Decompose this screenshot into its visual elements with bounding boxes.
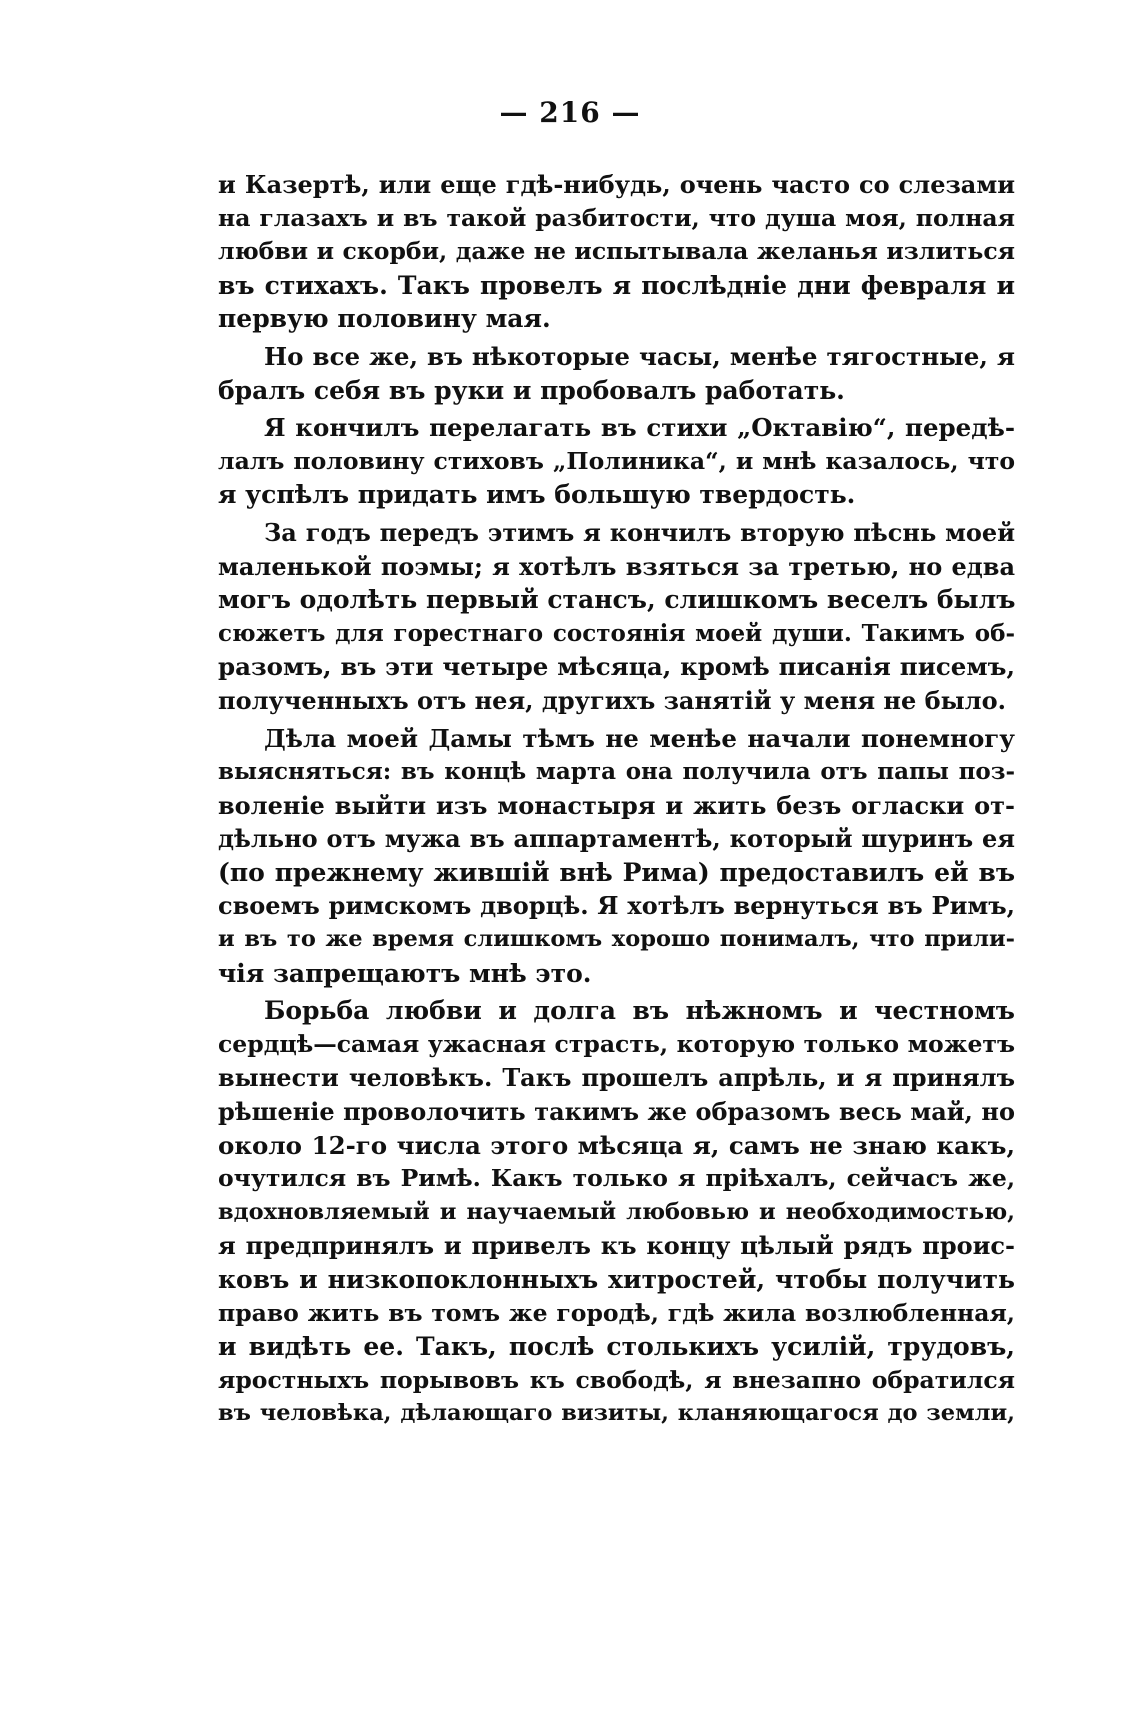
text-line: Но все же, въ нѣкоторые часы, менѣе тягостные, я <box>264 341 1015 371</box>
paragraph <box>218 516 1015 718</box>
text-line: въ стихахъ. Такъ провелъ я послѣдніе дни февраля и <box>218 270 1015 300</box>
text-line: сюжетъ для горестнаго состоянія моей души. Такимъ об- <box>218 619 1015 647</box>
text-line: я предпринялъ и привелъ къ концу цѣлый рядъ проис- <box>218 1231 1015 1261</box>
text-line: лалъ половину стиховъ „Полиника“, и мнѣ казалось, что <box>218 446 1015 475</box>
text-line: Я кончилъ перелагать въ стихи „Октавію“, передѣ- <box>264 413 1015 443</box>
text-line: ковъ и низкопоклонныхъ хитростей, чтобы получить <box>218 1265 1015 1294</box>
paragraph <box>218 168 1015 336</box>
text-line: дѣльно отъ мужа въ аппартаментѣ, который шуринъ ея <box>218 824 1015 854</box>
text-line: разомъ, въ эти четыре мѣсяца, кромѣ писанія писемъ, <box>218 652 1015 682</box>
text-line: Дѣла моей Дамы тѣмъ не менѣе начали понемногу <box>264 723 1015 753</box>
paragraph <box>218 994 1015 1431</box>
text-line: на глазахъ и въ такой разбитости, что душа моя, полная <box>218 203 1015 232</box>
text-line: я успѣлъ придать имъ большую твердость. <box>218 480 856 510</box>
text-line: маленькой поэмы; я хотѣлъ взяться за третью, но едва <box>218 551 1015 581</box>
text-line: вдохновляемый и научаемый любовью и необходимостью, <box>218 1198 1015 1225</box>
text-line: сердцѣ—самая ужасная страсть, которую только можетъ <box>218 1029 1015 1058</box>
text-line: очутился въ Римѣ. Какъ только я пріѣхалъ, сейчасъ же, <box>218 1164 1015 1193</box>
text-line: вынести человѣкъ. Такъ прошелъ апрѣль, и я принялъ <box>218 1063 1015 1093</box>
text-line: и въ то же время слишкомъ хорошо понималъ, что прили- <box>218 926 1015 953</box>
text-line: и Казертѣ, или еще гдѣ-нибудь, очень часто со слезами <box>218 170 1015 199</box>
paragraph <box>218 411 1015 512</box>
text-line: и видѣть ее. Такъ, послѣ столькихъ усилій, трудовъ, <box>218 1332 1015 1362</box>
text-line: первую половину мая. <box>218 304 551 334</box>
text-line: (по прежнему жившій внѣ Рима) предоставилъ ей въ <box>218 857 1015 887</box>
text-line: воленіе выйти изъ монастыря и жить безъ огласки от- <box>218 790 1015 820</box>
text-line: выясняться: въ концѣ марта она получила отъ папы поз- <box>218 758 1015 786</box>
page-number: — 216 — <box>499 96 641 129</box>
text-line: полученныхъ отъ нея, другихъ занятій у меня не было. <box>218 685 1006 715</box>
text-line: яростныхъ порывовъ къ свободѣ, я внезапно обратился <box>218 1365 1015 1394</box>
text-line: Борьба любви и долга въ нѣжномъ и честномъ <box>264 996 1015 1026</box>
text-line: право жить въ томъ же городѣ, гдѣ жила возлюбленная, <box>218 1298 1015 1327</box>
text-line: чія запрещаютъ мнѣ это. <box>218 958 592 988</box>
body-text <box>218 168 1015 1431</box>
text-line: За годъ передъ этимъ я кончилъ вторую пѣснь моей <box>264 517 1015 547</box>
text-line: своемъ римскомъ дворцѣ. Я хотѣлъ вернуться въ Римъ, <box>218 891 1015 921</box>
text-line: могъ одолѣть первый стансъ, слишкомъ веселъ былъ <box>218 585 1016 615</box>
text-line: рѣшеніе проволочить такимъ же образомъ весь май, но <box>218 1097 1015 1127</box>
text-line: въ человѣка, дѣлающаго визиты, кланяющагося до земли, <box>218 1400 1015 1427</box>
text-line: бралъ себя въ руки и пробовалъ работать. <box>218 375 845 405</box>
text-line: любви и скорби, даже не испытывала желанья излиться <box>218 237 1015 266</box>
text-line: около 12-го числа этого мѣсяца я, самъ не знаю какъ, <box>218 1130 1015 1160</box>
paragraph <box>218 340 1015 407</box>
paragraph <box>218 722 1015 991</box>
